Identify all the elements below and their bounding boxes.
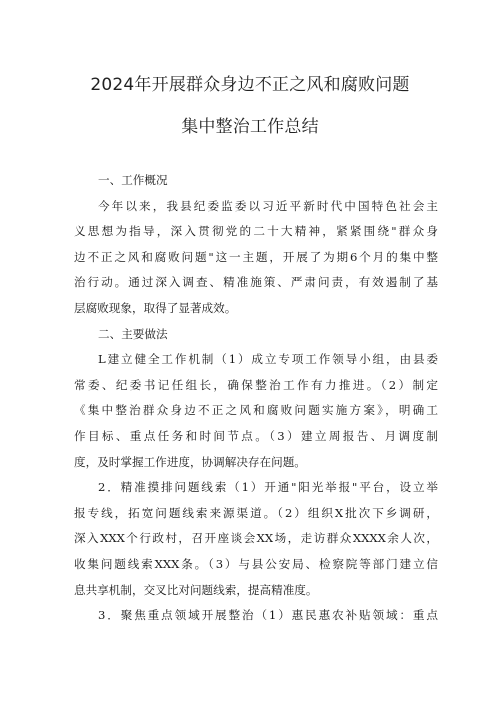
document-body bbox=[74, 168, 438, 629]
document-title-line-2: 集中整治工作总结 bbox=[181, 117, 319, 137]
paragraph-line: 《集中整治群众身边不正之风和腐败问题实施方案》，明确工 bbox=[74, 403, 438, 418]
paragraph-line: 层腐败现象，取得了显著成效。 bbox=[74, 300, 237, 315]
paragraph-line: 度，及时掌握工作进度，协调解决存在问题。 bbox=[74, 454, 306, 469]
paragraph-line: 常委、纪委书记任组长，确保整治工作有力推进。（2）制定 bbox=[74, 377, 438, 392]
section-heading: 一、工作概况 bbox=[98, 173, 168, 187]
paragraph-line: 深入XXX个行政村，召开座谈会XX场，走访群众XXXX余人次， bbox=[74, 531, 438, 546]
paragraph-line: 息共享机制，交叉比对问题线索，提高精准度。 bbox=[74, 582, 318, 597]
paragraph-line: 治行动。通过深入调查、精准施策、严肃问责，有效遏制了基 bbox=[74, 275, 438, 290]
paragraph-line: L建立健全工作机制（1）成立专项工作领导小组，由县委 bbox=[98, 352, 438, 367]
paragraph-line: 作目标、重点任务和时间节点。（3）建立周报告、月调度制 bbox=[74, 428, 438, 443]
document-title-line-1: 2024年开展群众身边不正之风和腐败问题 bbox=[90, 75, 410, 95]
paragraph-line: 今年以来，我县纪委监委以习近平新时代中国特色社会主 bbox=[98, 198, 438, 213]
paragraph-line: 收集问题线索XXX条。（3）与县公安局、检察院等部门建立信 bbox=[74, 556, 438, 571]
paragraph-line: 义思想为指导，深入贯彻党的二十大精神，紧紧围绕"群众身 bbox=[74, 224, 438, 239]
paragraph-line: 边不正之风和腐败问题"这一主题，开展了为期6个月的集中整 bbox=[74, 249, 438, 264]
paragraph-line: 3．聚焦重点领域开展整治（1）惠民惠农补贴领域：重点 bbox=[98, 608, 438, 623]
paragraph-line: 2．精准摸排问题线索（1）开通"阳光举报"平台，设立举 bbox=[98, 480, 438, 495]
paragraph-line: 报专线，拓宽问题线索来源渠道。（2）组织X批次下乡调研， bbox=[74, 505, 438, 520]
section-heading: 二、主要做法 bbox=[98, 326, 168, 341]
